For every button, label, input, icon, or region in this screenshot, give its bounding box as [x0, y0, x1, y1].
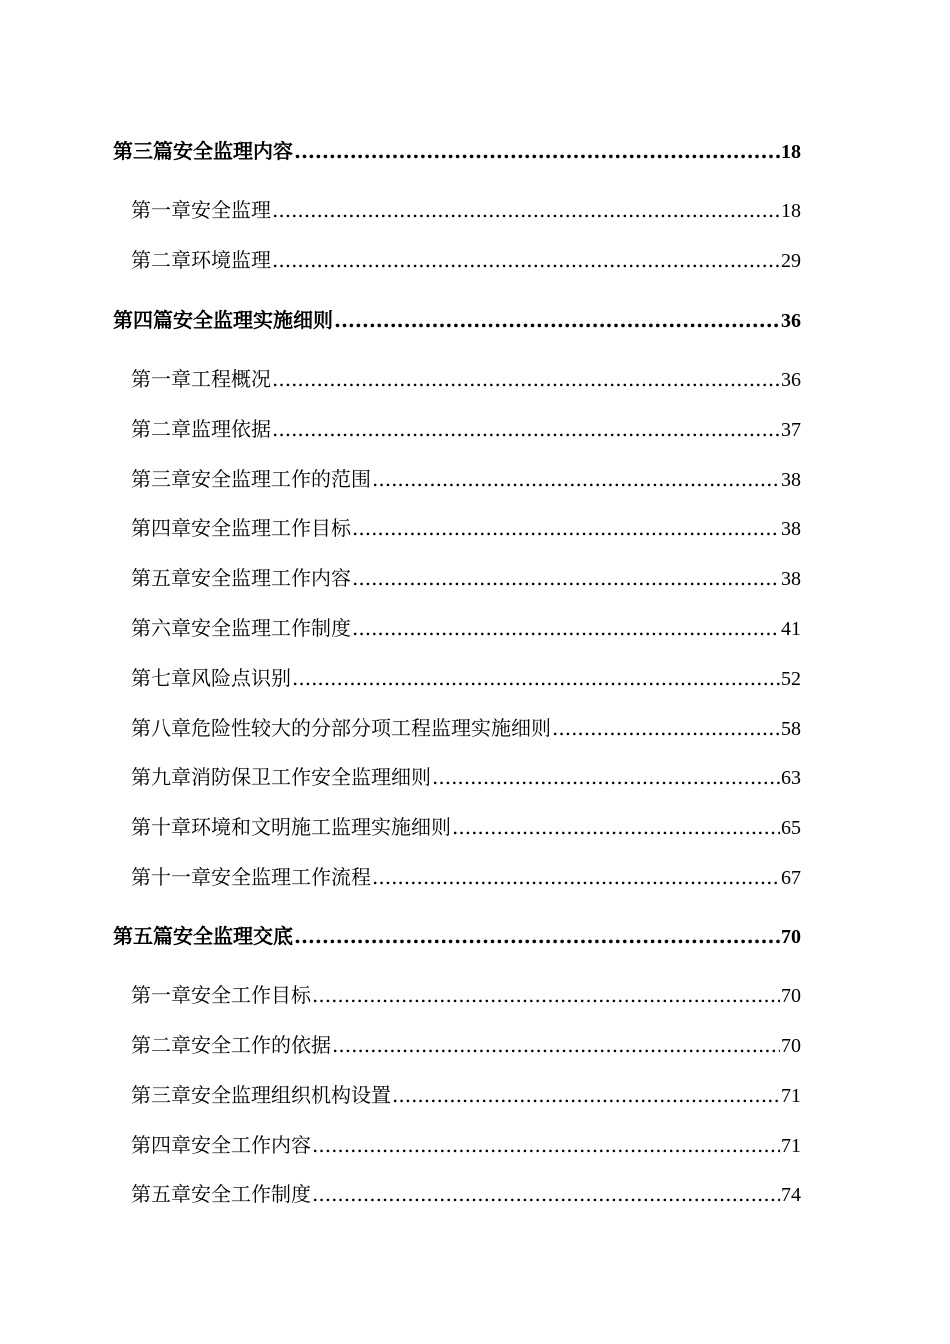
dot-leader [292, 666, 780, 690]
page-number: 18 [781, 200, 801, 222]
entry-title: 工程概况 [191, 367, 271, 391]
dot-leader [352, 516, 780, 540]
dot-leader [272, 198, 780, 222]
toc-chapter-entry[interactable] [131, 1083, 801, 1108]
page-number: 63 [781, 767, 801, 789]
dot-leader [352, 616, 780, 640]
entry-title: 安全监理工作目标 [191, 516, 351, 540]
part-number: 第四篇 [113, 308, 173, 332]
toc-chapter-entry[interactable] [131, 1033, 801, 1058]
entry-title: 安全监理 [191, 198, 271, 222]
page-number: 36 [781, 310, 801, 332]
chapter-number: 第二章 [131, 417, 191, 441]
entry-title: 安全监理实施细则 [173, 308, 333, 332]
chapter-number: 第七章 [131, 666, 191, 690]
chapter-number: 第四章 [131, 1133, 191, 1157]
entry-title: 安全监理工作制度 [191, 616, 351, 640]
toc-chapter-entry[interactable] [131, 983, 801, 1008]
entry-title: 安全监理工作的范围 [191, 467, 371, 491]
chapter-number: 第三章 [131, 1083, 191, 1107]
page-number: 37 [781, 419, 801, 441]
entry-title: 危险性较大的分部分项工程监理实施细则 [191, 716, 551, 740]
entry-title: 安全工作制度 [191, 1182, 311, 1206]
chapter-number: 第五章 [131, 1182, 191, 1206]
page-number: 38 [781, 518, 801, 540]
dot-leader [332, 1033, 780, 1057]
dot-leader [552, 716, 780, 740]
page-number: 67 [781, 867, 801, 889]
chapter-number: 第八章 [131, 716, 191, 740]
page-number: 70 [781, 1035, 801, 1057]
entry-title: 安全监理工作流程 [211, 865, 371, 889]
toc-chapter-entry[interactable] [131, 198, 801, 223]
dot-leader [294, 924, 780, 948]
chapter-number: 第二章 [131, 1033, 191, 1057]
entry-title: 监理依据 [191, 417, 271, 441]
chapter-number: 第一章 [131, 198, 191, 222]
chapter-number: 第十一章 [131, 865, 211, 889]
page-number: 71 [781, 1085, 801, 1107]
dot-leader [372, 865, 780, 889]
entry-title: 消防保卫工作安全监理细则 [191, 765, 431, 789]
toc-chapter-entry[interactable] [131, 616, 801, 641]
chapter-number: 第五章 [131, 566, 191, 590]
chapter-number: 第四章 [131, 516, 191, 540]
page-number: 58 [781, 718, 801, 740]
page-number: 38 [781, 469, 801, 491]
dot-leader [352, 566, 780, 590]
dot-leader [312, 1182, 780, 1206]
entry-title: 环境监理 [191, 248, 271, 272]
toc-part-entry[interactable] [113, 924, 801, 949]
page-number: 70 [781, 926, 801, 948]
page-number: 41 [781, 618, 801, 640]
page-number: 29 [781, 250, 801, 272]
toc-chapter-entry[interactable] [131, 1133, 801, 1158]
dot-leader [372, 467, 780, 491]
dot-leader [452, 815, 780, 839]
page-number: 74 [781, 1184, 801, 1206]
toc-chapter-entry[interactable] [131, 467, 801, 492]
dot-leader [392, 1083, 780, 1107]
page-number: 36 [781, 369, 801, 391]
dot-leader [272, 417, 780, 441]
part-number: 第五篇 [113, 924, 173, 948]
toc-chapter-entry[interactable] [131, 417, 801, 442]
dot-leader [334, 308, 780, 332]
dot-leader [294, 139, 780, 163]
toc-chapter-entry[interactable] [131, 716, 801, 741]
page-number: 70 [781, 985, 801, 1007]
chapter-number: 第六章 [131, 616, 191, 640]
chapter-number: 第十章 [131, 815, 191, 839]
entry-title: 安全监理组织机构设置 [191, 1083, 391, 1107]
entry-title: 安全监理内容 [173, 139, 293, 163]
part-number: 第三篇 [113, 139, 173, 163]
dot-leader [272, 248, 780, 272]
entry-title: 安全工作的依据 [191, 1033, 331, 1057]
entry-title: 风险点识别 [191, 666, 291, 690]
chapter-number: 第一章 [131, 983, 191, 1007]
chapter-number: 第二章 [131, 248, 191, 272]
page-number: 71 [781, 1135, 801, 1157]
page-number: 65 [781, 817, 801, 839]
entry-title: 安全工作内容 [191, 1133, 311, 1157]
page-number: 38 [781, 568, 801, 590]
toc-chapter-entry[interactable] [131, 367, 801, 392]
toc-chapter-entry[interactable] [131, 815, 801, 840]
dot-leader [312, 1133, 780, 1157]
chapter-number: 第九章 [131, 765, 191, 789]
entry-title: 环境和文明施工监理实施细则 [191, 815, 451, 839]
toc-chapter-entry[interactable] [131, 248, 801, 273]
toc-chapter-entry[interactable] [131, 765, 801, 790]
chapter-number: 第一章 [131, 367, 191, 391]
toc-chapter-entry[interactable] [131, 566, 801, 591]
toc-chapter-entry[interactable] [131, 1182, 801, 1207]
entry-title: 安全监理工作内容 [191, 566, 351, 590]
entry-title: 安全监理交底 [173, 924, 293, 948]
toc-chapter-entry[interactable] [131, 666, 801, 691]
toc-chapter-entry[interactable] [131, 516, 801, 541]
dot-leader [312, 983, 780, 1007]
dot-leader [432, 765, 780, 789]
chapter-number: 第三章 [131, 467, 191, 491]
toc-part-entry[interactable] [113, 139, 801, 164]
page-number: 18 [781, 141, 801, 163]
entry-title: 安全工作目标 [191, 983, 311, 1007]
dot-leader [272, 367, 780, 391]
toc-part-entry[interactable] [113, 308, 801, 333]
toc-chapter-entry[interactable] [131, 865, 801, 890]
page-number: 52 [781, 668, 801, 690]
